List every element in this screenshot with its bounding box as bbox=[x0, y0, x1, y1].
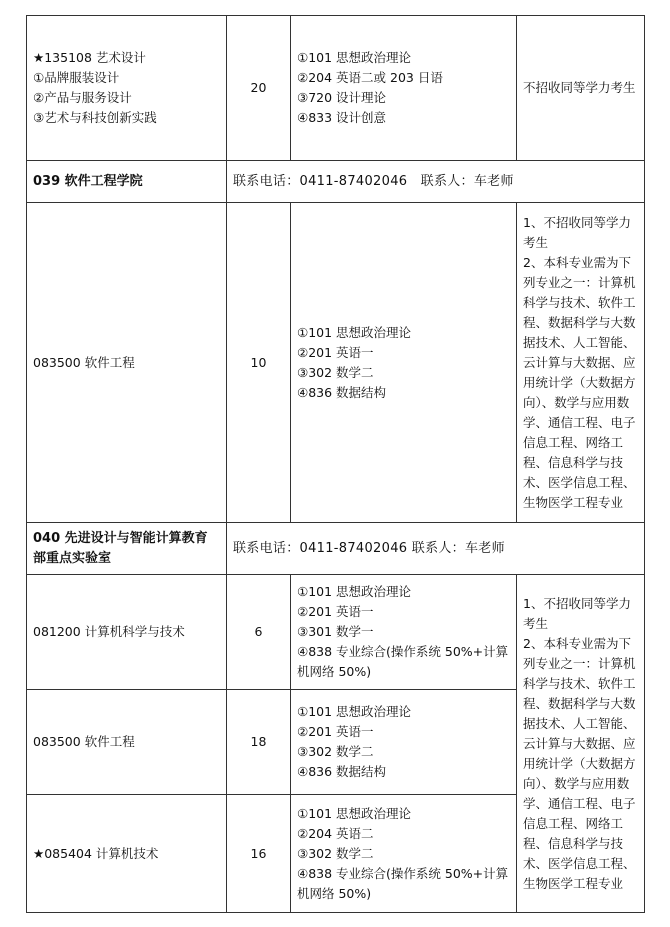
direction: ②产品与服务设计 bbox=[33, 90, 132, 105]
direction: ③艺术与科技创新实践 bbox=[33, 110, 157, 125]
exam-subject: ③720 设计理论 bbox=[297, 90, 387, 105]
exam-subjects-cell bbox=[291, 203, 517, 523]
exam-subject: ③301 数学一 bbox=[297, 624, 374, 639]
admissions-table bbox=[26, 15, 645, 913]
exam-subject: ④833 设计创意 bbox=[297, 110, 387, 125]
major-cell: 083500 软件工程 bbox=[27, 690, 227, 795]
exam-subject: ①101 思想政治理论 bbox=[297, 805, 412, 821]
major-cell bbox=[27, 16, 227, 161]
department-header-row bbox=[27, 161, 645, 203]
exam-subject: ④836 数据结构 bbox=[297, 384, 387, 400]
major-cell: 083500 软件工程 bbox=[27, 203, 227, 523]
exam-subjects-cell bbox=[291, 575, 517, 690]
exam-subject: ④836 数据结构 bbox=[297, 764, 387, 779]
exam-subject: ①101 思想政治理论 bbox=[297, 584, 412, 599]
exam-subject: ③302 数学二 bbox=[297, 845, 374, 861]
major-name: ★135108 艺术设计 bbox=[33, 50, 146, 65]
exam-subjects-cell bbox=[291, 16, 517, 161]
quota-cell: 18 bbox=[227, 690, 291, 795]
note-cell bbox=[517, 575, 645, 913]
note-item: 1、不招收同等学力考生 bbox=[523, 595, 631, 631]
exam-subject: ④838 专业综合(操作系统 50%+计算机网络 50%) bbox=[297, 644, 509, 679]
note-item: 2、本科专业需为下列专业之一：计算机科学与技术、软件工程、数据科学与大数据技术、人工智能、云计算与大数据、应用统计学（大数据方向）、数学与应用数学、通信工程、电子信息工程、网络工程、信息科学与技术、医学信息工程、生物医学工程专业 bbox=[523, 635, 636, 891]
exam-subject: ②204 英语二 bbox=[297, 825, 374, 841]
department-contact: 联系电话：0411-87402046 联系人：车老师 bbox=[227, 161, 645, 203]
note-cell bbox=[517, 203, 645, 523]
note-cell bbox=[517, 16, 645, 161]
exam-subject: ④838 专业综合(操作系统 50%+计算机网络 50%) bbox=[297, 865, 509, 901]
exam-subject: ②201 英语一 bbox=[297, 724, 374, 739]
exam-subject: ②204 英语二或 203 日语 bbox=[297, 70, 443, 85]
department-contact: 联系电话：0411-87402046 联系人：车老师 bbox=[227, 523, 645, 575]
department-name: 040 先进设计与智能计算教育部重点实验室 bbox=[27, 523, 227, 575]
note-item: 2、本科专业需为下列专业之一：计算机科学与技术、软件工程、数据科学与大数据技术、人工智能、云计算与大数据、应用统计学（大数据方向）、数学与应用数学、通信工程、电子信息工程、网络工程、信息科学与技术、医学信息工程、生物医学工程专业 bbox=[523, 254, 636, 510]
table-row bbox=[27, 203, 645, 523]
exam-subject: ②201 英语一 bbox=[297, 604, 374, 619]
exam-subject: ①101 思想政治理论 bbox=[297, 324, 412, 340]
exam-subject: ③302 数学二 bbox=[297, 744, 374, 759]
exam-subject: ①101 思想政治理论 bbox=[297, 704, 412, 719]
exam-subject: ③302 数学二 bbox=[297, 364, 374, 380]
table-row bbox=[27, 16, 645, 161]
department-name: 039 软件工程学院 bbox=[27, 161, 227, 203]
note-item: 1、不招收同等学力考生 bbox=[523, 214, 631, 250]
exam-subject: ①101 思想政治理论 bbox=[297, 50, 412, 65]
table-row bbox=[27, 575, 645, 690]
exam-subjects-cell bbox=[291, 795, 517, 913]
quota-cell: 20 bbox=[227, 16, 291, 161]
exam-subjects-cell bbox=[291, 690, 517, 795]
major-cell: 081200 计算机科学与技术 bbox=[27, 575, 227, 690]
quota-cell: 10 bbox=[227, 203, 291, 523]
quota-cell: 6 bbox=[227, 575, 291, 690]
exam-subject: ②201 英语一 bbox=[297, 344, 374, 360]
note-text: 不招收同等学力考生 bbox=[523, 80, 636, 95]
department-header-row bbox=[27, 523, 645, 575]
direction: ①品牌服装设计 bbox=[33, 70, 120, 85]
major-cell: ★085404 计算机技术 bbox=[27, 795, 227, 913]
quota-cell: 16 bbox=[227, 795, 291, 913]
